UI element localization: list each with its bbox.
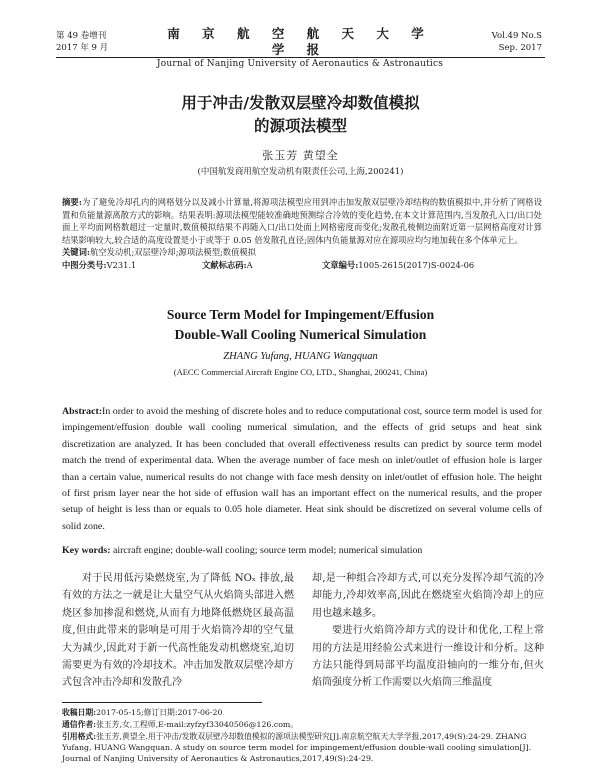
footnote-author: 通信作者:张玉芳,女,工程师,E-mail:zyfzyf33040506@126.com。 <box>62 720 299 729</box>
header-volume-en: Vol.49 No.S <box>491 31 542 41</box>
authors-en: ZHANG Yufang, HUANG Wangquan <box>223 351 378 362</box>
keywords-cn-label: 关键词: <box>62 247 90 258</box>
abstract-cn <box>62 196 542 272</box>
abstract-en-label: Abstract: <box>62 406 103 417</box>
header-date-cn: 2017 年 9 月 <box>56 43 109 53</box>
article-id: 文章编号:1005-2615(2017)S-0024-06 <box>322 259 475 270</box>
header-rule <box>56 57 545 58</box>
title-en-line2: Double-Wall Cooling Numerical Simulation <box>174 327 427 342</box>
abstract-cn-text: 为了避免冷却孔内的网格划分以及减小计算量,将源项法模型应用到冲击加发散双层壁冷却结构的数值模拟中,并分析了网格设置和负能量源离散方式的影响。结果表明:源项法模型能较准确地预测综合冷效的变化趋势,在本文计算范围内,当发散孔入口/出口处面上平均面网格数超过一定量时,数值模拟结果不再随入口/出口处面上网格密度而变化;发散孔棱侧边面附近第一层网格高度对计算结果影响较大,较合适的高度设置是小于或等于 0.05 倍发散孔直径;固体内负能量源对应在源项应均匀地加载在多个体单元上。 <box>62 197 542 245</box>
classification-row <box>62 259 542 272</box>
affiliation-cn: (中国航发商用航空发动机有限责任公司,上海,200241) <box>197 167 404 177</box>
journal-header <box>150 26 450 71</box>
body-right-column <box>312 570 544 692</box>
footnote-rule <box>62 702 262 703</box>
keywords-en-label: Key words: <box>62 545 111 556</box>
keywords-cn <box>62 246 542 259</box>
title-cn-line1: 用于冲击/发散双层壁冷却数值模拟 <box>181 94 420 112</box>
title-en-line1: Source Term Model for Impingement/Effusion <box>166 307 435 322</box>
body-left-column: 对于民用低污染燃烧室,为了降低 NOₓ 排放,最有效的方法之一就是让大量空气从火焰筒头部进入燃烧区参加掺混和燃烧,从而有力地降低燃烧区最高温度,但由此带来的影响是可用于火焰筒冷却的空气量大为减少,因此对于新一代高性能发动机燃烧室,迫切需要更为有效的冷却技术。冲击加发散双层壁冷却方式包含冲击冷却和发散孔冷 <box>62 573 294 689</box>
abstract-en <box>62 404 542 535</box>
authors-cn: 张玉芳 黄望全 <box>262 149 339 162</box>
footnote-citation: 引用格式:张玉芳,黄望全.用于冲击/发散双层壁冷却数值模拟的源项法模型研究[J].南京航空航天大学学报,2017,49(S):24-29. ZHANG Yufang, HUANG Wangquan. A study on source term model for impingement/effusion double-wall cooling simulation[J]. Journal of Nanjing University of Aeronautics & Astronautics,2017,49(S):24-29. <box>62 732 532 764</box>
footnote-received: 收稿日期:2017-05-15;修订日期:2017-06-20 <box>62 708 223 717</box>
journal-name-cn: 南 京 航 空 航 天 大 学 学 报 <box>167 26 433 57</box>
clc-number: 中图分类号:V231.1 <box>62 259 137 270</box>
header-volume-date <box>56 30 108 54</box>
keywords-cn-text: 航空发动机;双层壁冷却;源项法模型;数值模拟 <box>89 247 256 258</box>
title-cn <box>56 92 545 138</box>
affiliation-en: (AECC Commercial Aircraft Engine CO, LTD., Shanghai, 200241, China) <box>173 367 428 377</box>
header-volume-cn: 第 49 卷增刊 <box>56 31 107 41</box>
title-en <box>56 305 545 345</box>
body-right-paragraph-2: 要进行火焰筒冷却方式的设计和优化,工程上常用的方法是用经验公式来进行一维设计和分析。这种方法只能得到局部平均温度沿轴向的一维分布,但火焰筒强度分析工作需要以火焰筒三维温度 <box>312 625 544 689</box>
abstract-cn-label: 摘要: <box>62 197 82 207</box>
journal-name-en: Journal of Nanjing University of Aeronautics & Astronautics <box>156 59 444 69</box>
header-date-en: Sep. 2017 <box>498 43 542 53</box>
header-volume-date-en <box>492 30 542 54</box>
keywords-en-text: aircraft engine; double-wall cooling; source term model; numerical simulation <box>113 545 423 556</box>
title-cn-line2: 的源项法模型 <box>253 117 347 135</box>
document-code: 文献标志码:A <box>202 259 253 270</box>
abstract-en-text: In order to avoid the meshing of discrete holes and to reduce computational cost, source term model is used for impingement/effusion double wall cooling numerical simulation, and the effects of grid setups and heat sink discretization are analyzed. It has been concluded that overall effectiveness results can predict by source term model match the trend of experimental data. When the average number of face mesh on inlet/outlet of effusion hole is larger than a certain value, numerical results do not change with face mesh density on inlet/outlet of effusion hole. The height of first prism layer near the hot side of effusion wall has an important effect on the numerical results, and the proper setup of height is less than or equals to 0.05 hole diameter. Heat sink should be discretized on several volume cells of solid zone. <box>62 406 542 532</box>
body-right-paragraph-1: 却,是一种组合冷却方式,可以充分发挥冷却气流的冷却能力,冷却效率高,因此在燃烧室火焰筒冷却上的应用也越来越多。 <box>312 573 544 619</box>
keywords-en <box>62 545 542 556</box>
